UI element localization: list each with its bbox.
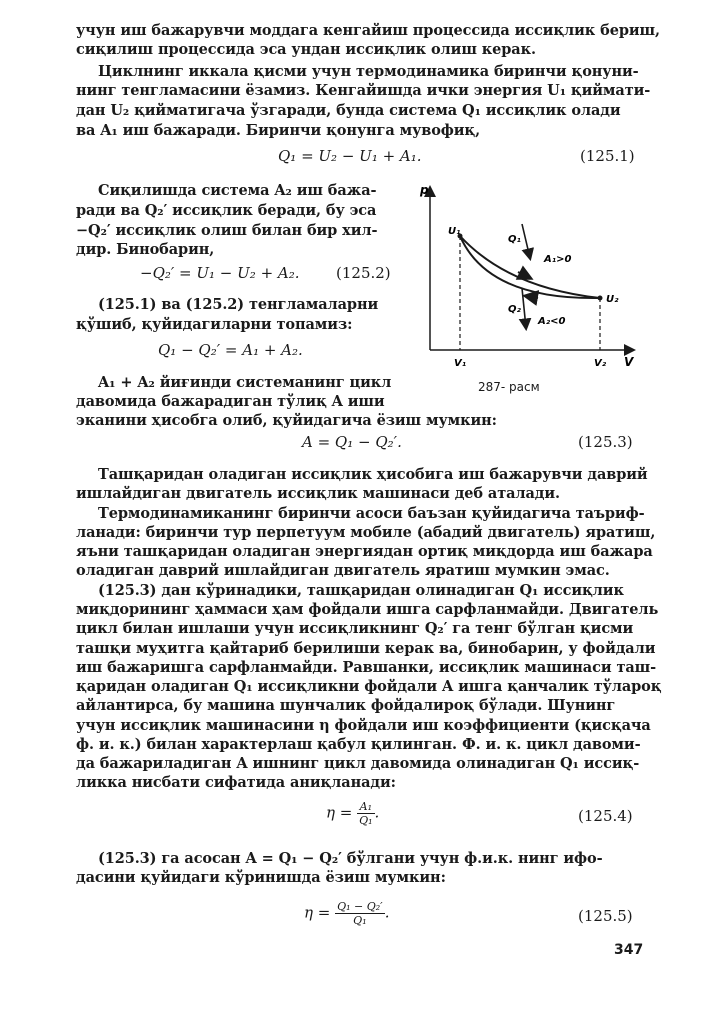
fraction-numerator: Q₁ − Q₂′ bbox=[337, 900, 383, 913]
v2-label: V₂ bbox=[594, 358, 607, 369]
text-line: (125.1) ва (125.2) тенгламаларни bbox=[98, 296, 379, 313]
fraction-denominator: Q₁ bbox=[359, 814, 373, 827]
text-line: цикл билан ишлаши учун иссиқликнинг Q₂′ га тенг бўлган қисми bbox=[76, 620, 634, 637]
v-axis-label: V bbox=[624, 355, 634, 369]
fraction bbox=[357, 800, 374, 827]
u1-label: U₁ bbox=[448, 226, 461, 237]
equation-125-2: −Q₂′ = U₁ − U₂ + A₂. bbox=[140, 264, 300, 282]
text-line: учун иссиқлик машинасини η фойдали иш коэффициенти (қисқача bbox=[76, 717, 651, 734]
text-line: Термодинамиканинг биринчи асоси баъзан қуйидагича таъриф- bbox=[98, 505, 645, 522]
q2-heat-arrow bbox=[522, 288, 526, 328]
text-line: айлантирса, бу машина шунчалик фойдалироқ бўлади. Шунинг bbox=[76, 697, 616, 714]
compression-curve bbox=[460, 236, 600, 298]
text-line: ташқи муҳитга қайтариб берилиши керак ва, бинобарин, у фойдали bbox=[76, 640, 656, 657]
eq-lhs: η = bbox=[304, 903, 331, 922]
eq-tail: . bbox=[374, 803, 380, 822]
state-point-2 bbox=[598, 296, 603, 301]
text-line: иш бажаришга сарфланмайди. Равшанки, иссиқлик машинаси таш- bbox=[76, 659, 657, 676]
q2-label: Q₂ bbox=[508, 304, 521, 315]
text-line: Ташқаридан оладиган иссиқлик ҳисобига иш бажарувчи даврий bbox=[98, 466, 648, 483]
equation-125-5 bbox=[304, 900, 389, 927]
fraction-numerator: A₁ bbox=[357, 800, 374, 814]
u2-label: U₂ bbox=[606, 294, 619, 305]
text-line: ланади: биринчи тур перпетуум мобиле (абадий двигатель) яратиш, bbox=[76, 524, 656, 541]
a2-label: A₂<0 bbox=[538, 316, 566, 327]
text-line: эканини ҳисобга олиб, қуйидагича ёзиш мумкин: bbox=[76, 412, 497, 429]
text-line: ва A₁ иш бажаради. Биринчи қонунга мувофиқ, bbox=[76, 122, 481, 139]
equation-125-3: A = Q₁ − Q₂′. bbox=[302, 433, 402, 451]
equation-number: (125.1) bbox=[580, 147, 635, 165]
page-number: 347 bbox=[614, 942, 644, 958]
text-line: қаридан оладиган Q₁ иссиқликни фойдали A ишга қанчалик тўлароқ bbox=[76, 678, 662, 695]
text-line: дасини қуйидаги кўринишда ёзиш мумкин: bbox=[76, 869, 446, 886]
text-line: учун иш бажарувчи моддага кенгайиш процессида иссиқлик бериш, bbox=[76, 22, 660, 39]
text-line: −Q₂′ иссиқлик олиш билан бир хил- bbox=[76, 222, 378, 239]
text-line: қўшиб, қуйидагиларни топамиз: bbox=[76, 316, 353, 333]
equation-number: (125.4) bbox=[578, 807, 633, 825]
p-axis-label: p bbox=[420, 183, 429, 197]
text-line: дан U₂ қийматигача ўзгаради, бунда система Q₁ иссиқлик олади bbox=[76, 102, 621, 119]
text-line: ишлайдиган двигатель иссиқлик машинаси деб аталади. bbox=[76, 485, 560, 502]
text-line: дир. Бинобарин, bbox=[76, 241, 215, 258]
text-line: да бажариладиган A ишнинг цикл давомида олинадиган Q₁ иссиқ- bbox=[76, 755, 640, 772]
text-line: (125.3) га асосан A = Q₁ − Q₂′ бўлгани учун ф.и.к. нинг ифо- bbox=[98, 850, 603, 867]
fraction bbox=[335, 900, 385, 927]
equation-125-1: Q₁ = U₂ − U₁ + A₁. bbox=[278, 147, 422, 165]
text-line: ликка нисбати сифатида аниқланади: bbox=[76, 774, 396, 791]
text-line: Сиқилишда система A₂ иш бажа- bbox=[98, 182, 377, 199]
text-line: Циклнинг иккала қисми учун термодинамика биринчи қонуни- bbox=[98, 63, 639, 80]
text-line: миқдорининг ҳаммаси ҳам фойдали ишга сарфланмайди. Двигатель bbox=[76, 601, 659, 618]
text-line: сиқилиш процессида эса ундан иссиқлик олиш керак. bbox=[76, 41, 536, 58]
expansion-curve bbox=[460, 236, 600, 298]
q1-label: Q₁ bbox=[508, 234, 521, 245]
text-line: давомида бажарадиган тўлиқ A иши bbox=[76, 393, 385, 410]
text-line: яъни ташқаридан оладиган энергиядан ортиқ миқдорда иш бажара bbox=[76, 543, 653, 560]
v1-label: V₁ bbox=[454, 358, 467, 369]
equation-number: (125.2) bbox=[336, 264, 391, 282]
text-line: оладиган даврий ишлайдиган двигатель яратиш мумкин эмас. bbox=[76, 562, 610, 579]
text-line: нинг тенгламасини ёзамиз. Кенгайишда ички энергия U₁ қиймати- bbox=[76, 82, 651, 99]
fraction-denominator: Q₁ bbox=[353, 914, 367, 927]
text-line: A₁ + A₂ йиғинди системанинг цикл bbox=[98, 374, 392, 391]
equation-125-4 bbox=[326, 800, 379, 827]
equation-sum: Q₁ − Q₂′ = A₁ + A₂. bbox=[158, 341, 303, 359]
a1-label: A₁>0 bbox=[544, 254, 572, 265]
text-line: ради ва Q₂′ иссиқлик беради, бу эса bbox=[76, 202, 377, 219]
equation-number: (125.3) bbox=[578, 433, 633, 451]
eq-tail: . bbox=[384, 903, 390, 922]
eq-lhs: η = bbox=[326, 803, 353, 822]
figure-caption: 287- расм bbox=[478, 380, 540, 394]
text-line: ф. и. к.) билан характерлаш қабул қилинган. Ф. и. к. цикл давоми- bbox=[76, 736, 641, 753]
compression-arrow bbox=[526, 296, 538, 298]
q1-heat-arrow bbox=[522, 224, 530, 258]
equation-number: (125.5) bbox=[578, 907, 633, 925]
pv-diagram-figure bbox=[418, 178, 640, 378]
text-line: (125.3) дан кўринадики, ташқаридан олинадиган Q₁ иссиқлик bbox=[98, 582, 624, 599]
